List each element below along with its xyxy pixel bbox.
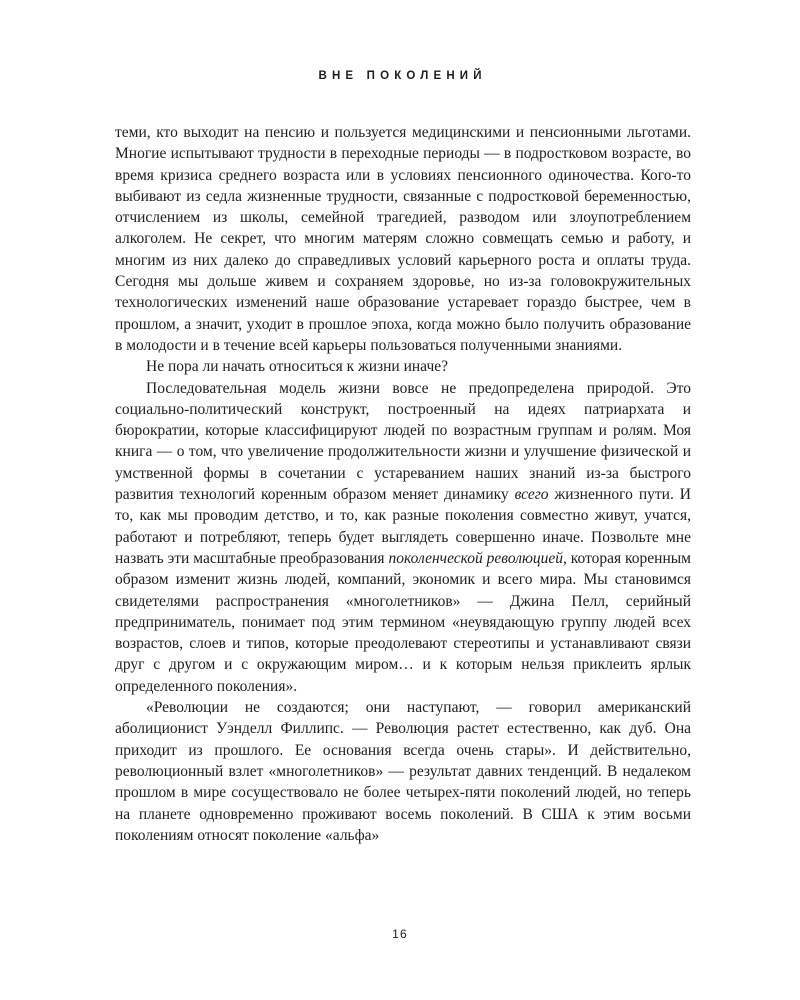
body-text <box>115 122 691 846</box>
paragraph-segment: теми, кто выходит на пенсию и пользуется медицинскими и пенсионными льготами. Многие испытывают трудности в переходные периоды — в подростковом возрасте, во время кризиса среднего возраста или в условиях пенсионного одиночества. Кого-то выбивают из седла жизненные трудности, связанные с подростковой беременностью, отчислением из школы, семейной трагедией, разводом или злоупотреблением алкоголем. Не секрет, что многим матерям сложно совмещать семью и работу, и многим из них далеко до справедливых условий карьерного роста и оплаты труда. Сегодня мы дольше живем и сохраняем здоровье, но из-за головокружительных технологических изменений наше образование устаревает гораздо быстрее, чем в прошлом, а значит, уходит в прошлое эпоха, когда можно было получить образование в молодости и в течение всей карьеры пользоваться полученными знаниями. <box>115 124 691 354</box>
paragraph <box>115 356 691 377</box>
paragraph-segment: «Революции не создаются; они наступают, — говорил американский аболиционист Уэнделл Филлипс. — Революция растет естественно, как дуб. Она приходит из прошлого. Ее основания всегда очень стары». И действительно, революционный взлет «многолетников» — результат давних тенденций. В недалеком прошлом в мире сосуществовало не более четырех-пяти поколений людей, но теперь на планете одновременно проживают восемь поколений. В США к этим восьми поколениям относят поколение «альфа» <box>115 699 691 844</box>
paragraph-segment: жизненного пути. И то, как мы проводим детство, и то, как разные поколения совместно живут, учатся, работают и потребляют, теперь будет выглядеть совершенно иначе. Позвольте мне назвать эти масштабные преобразования <box>115 486 692 567</box>
paragraph-segment: , которая коренным образом изменит жизнь людей, компаний, экономик и всего мира. Мы становимся свидетелями распространения «многолетников» — Джина Пелл, серийный предприниматель, понимает под этим термином «неувядающую группу людей всех возрастов, слоев и типов, которые преодолевают стереотипы и устанавливают связи друг с другом и с окружающим миром… и к которым нельзя приклеить ярлык определенного поколения». <box>115 549 691 695</box>
paragraph <box>115 378 691 697</box>
paragraph <box>115 122 691 356</box>
paragraph-segment-italic: всего <box>514 486 549 504</box>
paragraph-segment: Не пора ли начать относиться к жизни иначе? <box>146 358 449 376</box>
paragraph-segment: Последовательная модель жизни вовсе не предопределена природой. Это социально-политический конструкт, построенный на идеях патриархата и бюрократии, которые классифицируют людей по возрастным группам и ролям. Моя книга — о том, что увеличение продолжительности жизни и улучшение физической и умственной формы в сочетании с устареванием наших знаний из-за быстрого развития технологий коренным образом меняет динамику <box>115 379 691 504</box>
paragraph-segment-italic: поколенческой революцией <box>388 549 564 567</box>
paragraph <box>115 697 691 846</box>
page-number: 16 <box>392 927 408 941</box>
running-head: ВНЕ ПОКОЛЕНИЙ <box>318 70 487 82</box>
